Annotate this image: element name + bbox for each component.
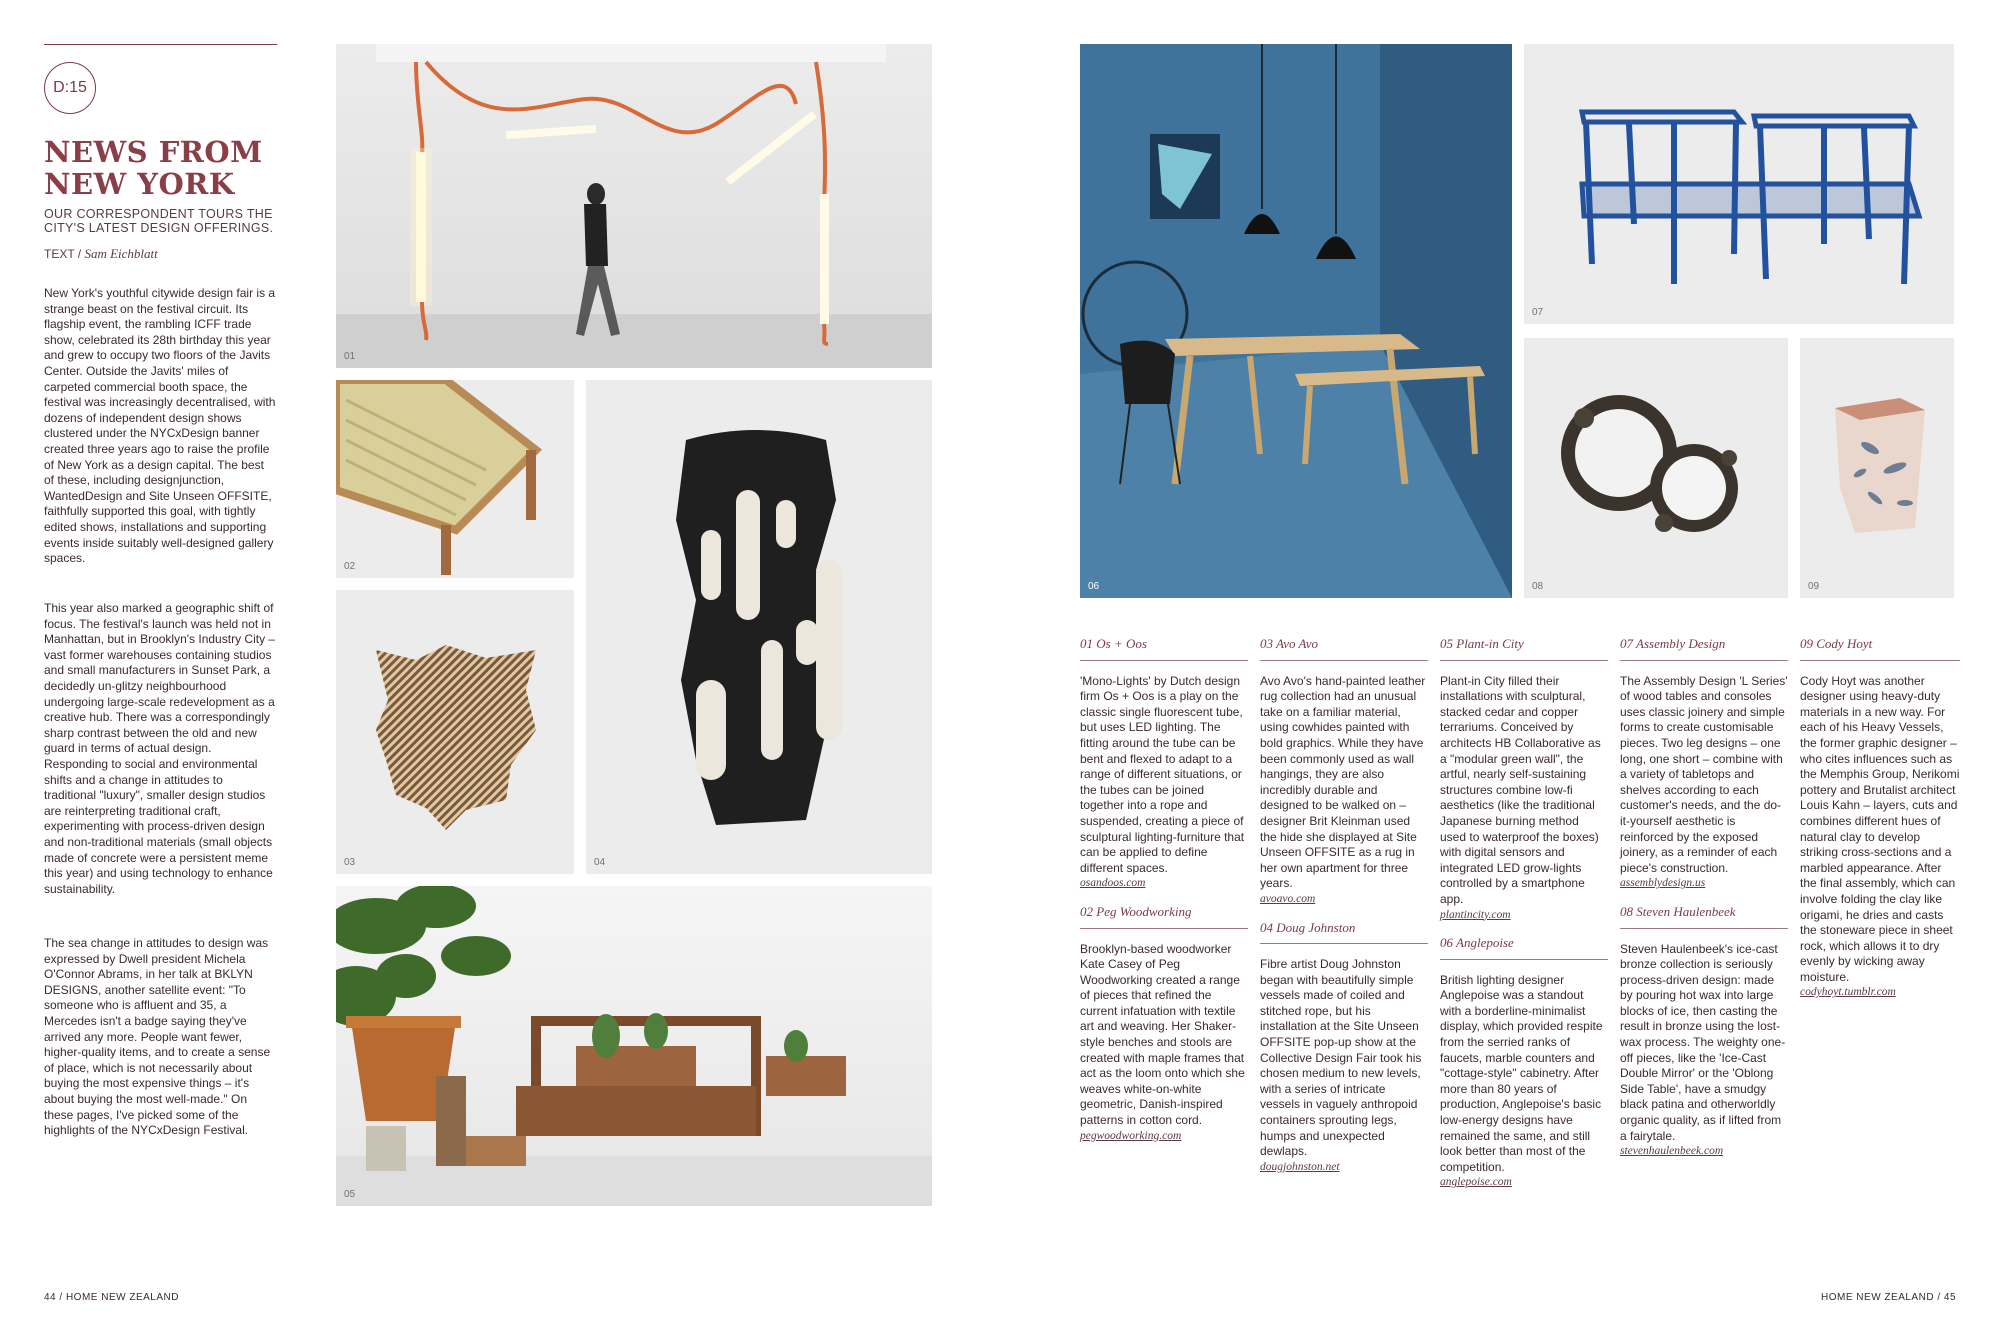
photo-02-peg-bench xyxy=(336,380,574,578)
caption-heading-04: 04 Doug Johnston xyxy=(1260,919,1356,935)
photo-number-02: 02 xyxy=(344,561,356,572)
caption-rule xyxy=(1260,660,1428,661)
caption-rule xyxy=(1800,660,1960,661)
caption-url-07[interactable]: assemblydesign.us xyxy=(1620,877,1706,890)
rug-illustration xyxy=(336,590,574,874)
caption-heading-03: 03 Avo Avo xyxy=(1260,636,1319,651)
caption-text-01: 'Mono-Lights' by Dutch design firm Os + Oos is a play on the classic single fluorescent tube, but uses LED lighting. The fitting around the tube can be bent and flexed to adapt to a range of different situations, or the tubes can be joined together into a rope and suspended, creating a piece of sculptural lighting-furniture that can be applied to define different spaces. xyxy=(1080,673,1245,875)
caption-url-01[interactable]: osandoos.com xyxy=(1080,877,1146,890)
body-paragraph-3: The sea change in attitudes to design was expressed by Dwell president Michela O'Connor Abrams, in her talk at BKLYN DESIGNS, another satellite event: "To someone who is affluent and 35, a Mercedes isn't a badge saying they've arrived any more. People want fewer, higher-quality items, and to create a sense of place, which is not necessarily about buying the most expensive things – it's about buying the most well-made." On these pages, I've picked some of the highlights of the NYCxDesign Festival. xyxy=(44,936,271,1138)
body-paragraph-2: This year also marked a geographic shift of focus. The festival's launch was held not in Manhattan, but in Brooklyn's Industry City – vast former warehouses containing studios and small manufacturers in Sunset Park, a decidedly un-glitzy neighbourhood undergoing large-scale redevelopment as a creative hub. There was a correspondingly sharp contrast between the old and new guard in terms of actual design. Responding to social and environmental shifts and a change in attitudes to traditional "luxury", smaller design studios are reinterpreting traditional craft, experimenting with process-driven design and non-traditional materials (small objects made of concrete were a persistent meme this year) and using technology to enhance sustainability. xyxy=(44,601,276,896)
caption-heading-02: 02 Peg Woodworking xyxy=(1080,903,1192,919)
caption-column-3 xyxy=(1440,636,1608,1191)
photo-number-08: 08 xyxy=(1532,581,1544,592)
caption-url-06[interactable]: anglepoise.com xyxy=(1440,1176,1512,1189)
dek: OUR CORRESPONDENT TOURS THE CITY'S LATEST DESIGN OFFERINGS. xyxy=(44,207,274,235)
caption-heading-08: 08 Steven Haulenbeek xyxy=(1620,903,1736,919)
caption-column-4 xyxy=(1620,636,1788,1160)
caption-rule xyxy=(1620,928,1788,929)
folio-left: 44 / HOME NEW ZEALAND xyxy=(44,1292,179,1303)
caption-rule xyxy=(1080,928,1248,929)
byline-label: TEXT / xyxy=(44,247,82,261)
caption-url-04[interactable]: dougjohnston.net xyxy=(1260,1160,1340,1173)
byline-name: Sam Eichblatt xyxy=(84,246,158,261)
caption-url-05[interactable]: plantincity.com xyxy=(1440,908,1511,921)
dining-room-illustration xyxy=(1080,44,1512,598)
top-rule xyxy=(44,44,277,45)
caption-text-08: Steven Haulenbeek's ice-cast bronze collection is seriously process-driven design: made by pouring hot wax into large blocks of ice, then casting the result in bronze using the lost-wax process. The weighty one-off pieces, like the 'Ice-Cast Double Mirror' or the 'Oblong Side Table', have a smudgy black patina and otherworldly organic quality, as if lifted from a fairytale. xyxy=(1620,941,1786,1143)
photo-04-doug-johnston-vessel xyxy=(586,380,932,874)
photo-07-assembly-design-console xyxy=(1524,44,1954,324)
caption-url-08[interactable]: stevenhaulenbeek.com xyxy=(1620,1145,1724,1158)
mirror-illustration xyxy=(1524,338,1788,598)
caption-text-03: Avo Avo's hand-painted leather rug collection had an unusual take on a familiar material, using cowhides painted with bold graphics. While they have been commonly used as wall hangings, they are also incredibly durable and designed to be walked on – designer Brit Kleinman used the hide she displayed at Site Unseen OFFSITE as a rug in her own apartment for three years. xyxy=(1260,673,1426,891)
console-illustration xyxy=(1524,44,1954,324)
caption-text-02: Brooklyn-based woodworker Kate Casey of Peg Woodworking created a range of pieces that refined the current infatuation with textile art and weaving. Her Shaker-style benches and stools are created with maple frames that act as the loom onto which she weaves white-on-white geometric, Danish-inspired patterns in cotton cord. xyxy=(1080,941,1245,1128)
caption-text-05: Plant-in City filled their installations with sculptural, stacked cedar and copper terrariums. Conceived by architects HB Collaborative as a "modular green wall", the artful, nearly self-sustaining structures combine low-fi aesthetics (like the traditional Japanese burning method used to waterproof the boxes) with digital sensors and integrated LED grow-lights controlled by a smartphone app. xyxy=(1440,673,1601,906)
caption-text-04: Fibre artist Doug Johnston began with beautifully simple vessels made of coiled and stitched rope, but his installation at the Site Unseen OFFSITE pop-up show at the Collective Design Fair took his chosen medium to new levels, with a series of intricate vessels in vaguely anthropoid containers sprouting legs, humps and unexpected dewlaps. xyxy=(1260,957,1422,1159)
photo-number-01: 01 xyxy=(344,351,356,362)
caption-url-09[interactable]: codyhoyt.tumblr.com xyxy=(1800,986,1896,999)
caption-text-09: Cody Hoyt was another designer using heavy-duty materials in a new way. For each of his Heavy Vessels, the former graphic designer – who cites influences such as the Memphis Group, Nerikomi pottery and Brutalist architect Louis Kahn – layers, cuts and combines different hues of natural clay to develop striking cross-sections and a marbled appearance. After the final assembly, which can involve folding the clay like origami, he dries and casts the stoneware piece in sheet rock, which allows it to dry evenly by wicking away moisture. xyxy=(1800,673,1960,984)
photo-number-07: 07 xyxy=(1532,307,1544,318)
terrarium-illustration xyxy=(336,886,932,1206)
mono-lights-illustration xyxy=(336,44,932,368)
photo-08-ice-cast-mirror xyxy=(1524,338,1788,598)
headline: NEWS FROM NEW YORK xyxy=(44,135,263,201)
byline xyxy=(44,246,284,262)
caption-url-02[interactable]: pegwoodworking.com xyxy=(1080,1129,1182,1142)
caption-rule xyxy=(1440,959,1608,960)
photo-09-heavy-vessel xyxy=(1800,338,1954,598)
section-badge: D:15 xyxy=(44,62,96,114)
caption-heading-07: 07 Assembly Design xyxy=(1620,636,1726,651)
photo-number-04: 04 xyxy=(594,857,606,868)
photo-number-03: 03 xyxy=(344,857,356,868)
caption-text-06: British lighting designer Anglepoise was a standout with a borderline-minimalist display, which provided respite from the serried ranks of faucets, marble counters and "cottage-style" cabinetry. After more than 80 years of production, Anglepoise's basic low-energy designs have remained the same, and still look better than most of the competition. xyxy=(1440,972,1603,1174)
caption-url-03[interactable]: avoavo.com xyxy=(1260,892,1316,905)
photo-05-plant-in-city xyxy=(336,886,932,1206)
caption-heading-05: 05 Plant-in City xyxy=(1440,636,1524,651)
photo-01-mono-lights xyxy=(336,44,932,368)
photo-03-avo-avo-rug xyxy=(336,590,574,874)
vessel-illustration xyxy=(586,380,932,874)
caption-heading-09: 09 Cody Hoyt xyxy=(1800,636,1873,651)
caption-column-5 xyxy=(1800,636,1960,1001)
caption-column-2 xyxy=(1260,636,1428,1175)
vessel-illustration xyxy=(1800,338,1954,598)
photo-06-anglepoise-room xyxy=(1080,44,1512,598)
photo-number-06: 06 xyxy=(1088,581,1100,592)
caption-rule xyxy=(1080,660,1248,661)
caption-rule xyxy=(1440,660,1608,661)
folio-right: HOME NEW ZEALAND / 45 xyxy=(1821,1292,1956,1303)
photo-number-05: 05 xyxy=(344,1189,356,1200)
caption-heading-06: 06 Anglepoise xyxy=(1440,935,1514,951)
photo-number-09: 09 xyxy=(1808,581,1820,592)
caption-rule xyxy=(1260,943,1428,944)
bench-illustration xyxy=(336,380,574,578)
caption-heading-01: 01 Os + Oos xyxy=(1080,636,1147,651)
body-paragraph-1: New York's youthful citywide design fair is a strange beast on the festival circuit. Its flagship event, the rambling ICFF trade show, celebrated its 28th birthday this year and grew to occupy two floors of the Javits Center. Outside the Javits' miles of carpeted commercial booth space, the festival was increasingly decentralised, with dozens of independent design shows clustered under the NYCxDesign banner created three years ago to raise the profile of New York as a design capital. The best of these, including designjunction, WantedDesign and Site Unseen OFFSITE, faithfully supported this goal, with tightly edited shows, installations and supporting events inside suitably well-designed gallery spaces. xyxy=(44,286,276,566)
caption-text-07: The Assembly Design 'L Series' of wood tables and consoles uses classic joinery and simple forms to create customisable pieces. Two leg designs – one long, one short – combine with a variety of tabletops and shelves according to each customer's needs, and the do-it-yourself aesthetic is reinforced by the exposed joinery, as a reminder of each piece's construction. xyxy=(1620,673,1788,875)
caption-column-1 xyxy=(1080,636,1248,1144)
caption-rule xyxy=(1620,660,1788,661)
